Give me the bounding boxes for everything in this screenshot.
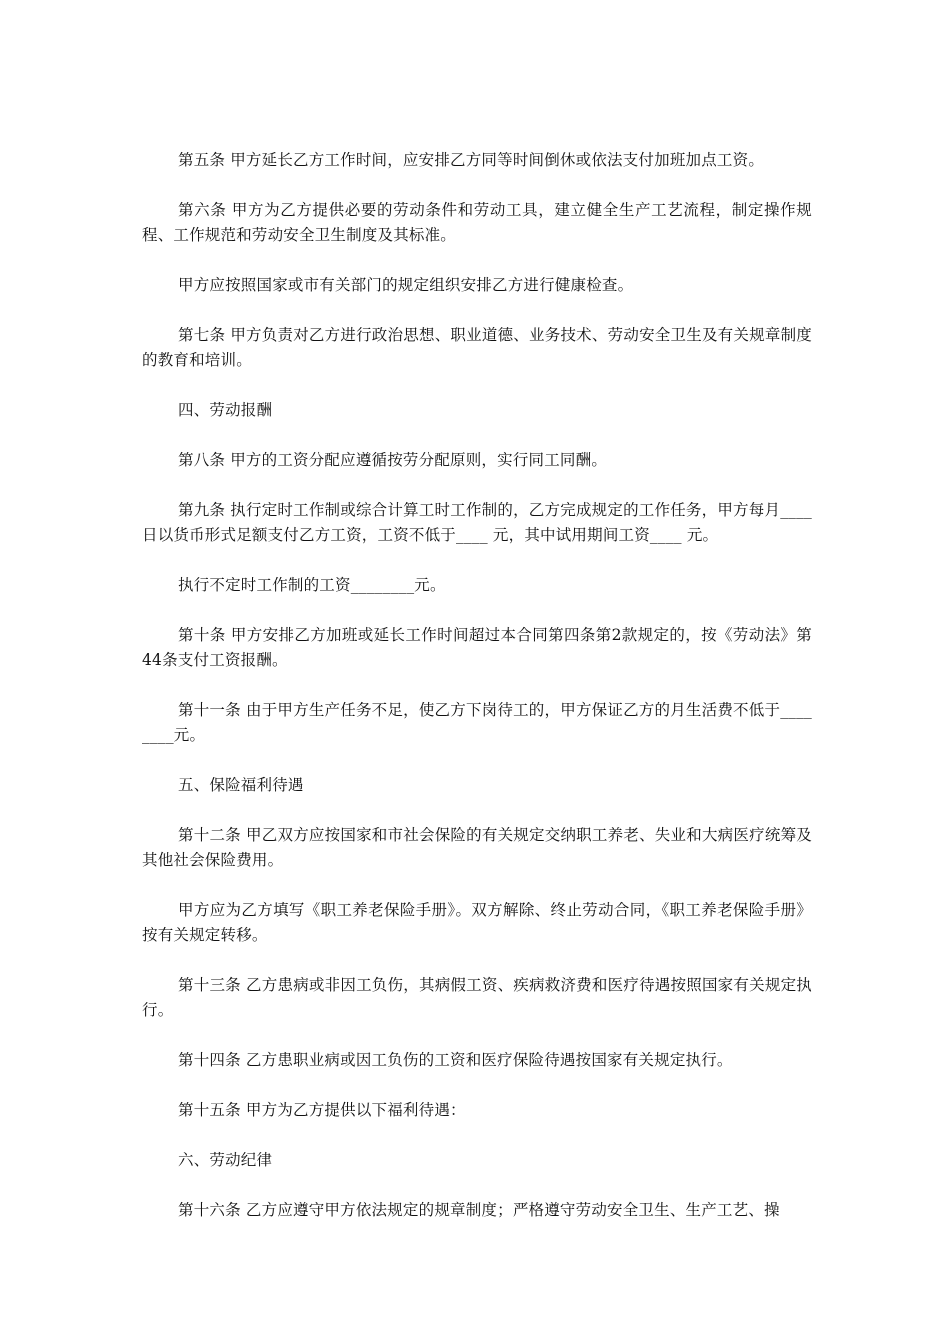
paragraph-article-15: 第十五条 甲方为乙方提供以下福利待遇： <box>178 1101 466 1119</box>
paragraph-article-5: 第五条 甲方延长乙方工作时间，应安排乙方同等时间倒休或依法支付加班加点工资。 <box>178 151 765 169</box>
paragraph-article-10: 第十条 甲方安排乙方加班或延长工作时间超过本合同第四条第2款规定的，按《劳动法》第44条支付工资报酬。 <box>142 626 812 669</box>
paragraph-article-9: 第九条 执行定时工作制或综合计算工时工作制的，乙方完成规定的工作任务，甲方每月____ 日以货币形式足额支付乙方工资，工资不低于____ 元，其中试用期间工资____ 元。 <box>142 501 812 544</box>
paragraph-pension-handbook: 甲方应为乙方填写《职工养老保险手册》。双方解除、终止劳动合同，《职工养老保险手册》按有关规定转移。 <box>142 901 812 944</box>
section-heading-discipline: 六、劳动纪律 <box>178 1151 273 1169</box>
section-heading-insurance: 五、保险福利待遇 <box>178 776 304 794</box>
paragraph-health-check: 甲方应按照国家或市有关部门的规定组织安排乙方进行健康检查。 <box>178 276 634 294</box>
paragraph-flexible-wage: 执行不定时工作制的工资________元。 <box>178 576 446 594</box>
paragraph-article-11: 第十一条 由于甲方生产任务不足，使乙方下岗待工的，甲方保证乙方的月生活费不低于________元。 <box>142 701 812 744</box>
paragraph-article-7: 第七条 甲方负责对乙方进行政治思想、职业道德、业务技术、劳动安全卫生及有关规章制度的教育和培训。 <box>142 326 812 369</box>
paragraph-article-12: 第十二条 甲乙双方应按国家和市社会保险的有关规定交纳职工养老、失业和大病医疗统筹及其他社会保险费用。 <box>142 826 812 869</box>
paragraph-article-13: 第十三条 乙方患病或非因工负伤，其病假工资、疾病救济费和医疗待遇按照国家有关规定执行。 <box>142 976 812 1019</box>
paragraph-article-8: 第八条 甲方的工资分配应遵循按劳分配原则，实行同工同酬。 <box>178 451 608 469</box>
document-body <box>142 148 812 1248</box>
section-heading-remuneration: 四、劳动报酬 <box>178 401 273 419</box>
paragraph-article-16: 第十六条 乙方应遵守甲方依法规定的规章制度；严格遵守劳动安全卫生、生产工艺、操 <box>178 1201 780 1219</box>
paragraph-article-6: 第六条 甲方为乙方提供必要的劳动条件和劳动工具，建立健全生产工艺流程，制定操作规程、工作规范和劳动安全卫生制度及其标准。 <box>142 201 812 244</box>
paragraph-article-14: 第十四条 乙方患职业病或因工负伤的工资和医疗保险待遇按国家有关规定执行。 <box>178 1051 733 1069</box>
